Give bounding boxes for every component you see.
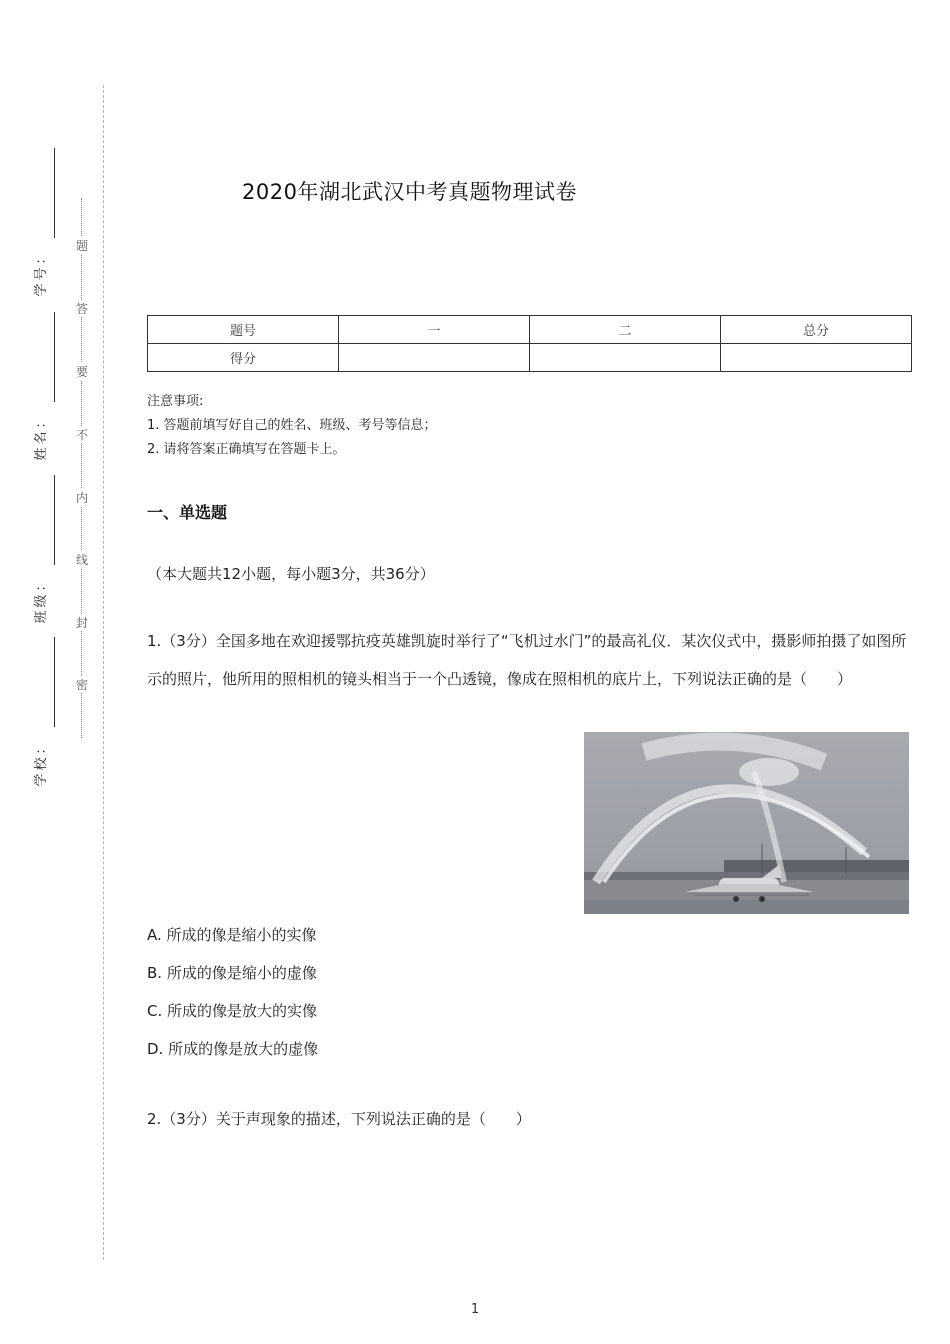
question-2-text: 2.（3分）关于声现象的描述，下列说法正确的是（ ） <box>147 1110 531 1128</box>
section-title: 一、单选题 <box>147 503 228 522</box>
notes-heading: 注意事项: <box>147 394 204 409</box>
binding-mark: 封 <box>75 616 88 630</box>
score-table-empty-cell[interactable] <box>339 344 530 372</box>
section-note: （本大题共12小题，每小题3分，共36分） <box>147 565 435 583</box>
option-a: A. 所成的像是缩小的实像 <box>147 926 317 944</box>
class-line <box>54 475 55 565</box>
name-line <box>54 312 55 402</box>
page-title: 2020年湖北武汉中考真题物理试卷 <box>242 180 577 204</box>
page-number: 1 <box>470 1302 480 1317</box>
score-table-cell: 题号 <box>148 316 339 344</box>
option-d: D. 所成的像是放大的虚像 <box>147 1040 319 1058</box>
student-id-line <box>54 148 55 238</box>
binding-mark: 内 <box>75 491 88 505</box>
score-table-cell: 一 <box>339 316 530 344</box>
school-line <box>54 637 55 727</box>
score-table-cell: 得分 <box>148 344 339 372</box>
class-label: ： 级 班 <box>34 578 49 624</box>
score-table-empty-cell[interactable] <box>530 344 721 372</box>
score-table <box>147 315 912 372</box>
notes <box>147 390 437 462</box>
binding-mark: 答 <box>75 302 88 316</box>
binding-mark: 线 <box>75 553 88 567</box>
score-table-score-row <box>148 344 912 372</box>
notes-item: 1. 答题前填写好自己的姓名、班级、考号等信息； <box>147 418 437 433</box>
binding-mark: 密 <box>75 678 88 692</box>
question-1-options <box>147 916 318 1068</box>
school-label: ： 校 学 <box>34 741 49 787</box>
binding-mark: 题 <box>75 239 88 253</box>
score-table-header-row <box>148 316 912 344</box>
question-1-text: 1.（3分）全国多地在欢迎援鄂抗疫英雄凯旋时举行了“飞机过水门”的最高礼仪．某次仪式中，摄影师拍摄了如图所示的照片，他所用的照相机的镜头相当于一个凸透镜，像成在照相机的底片上，下列说法正确的是（ ） <box>147 632 907 688</box>
option-b: B. 所成的像是缩小的虚像 <box>147 964 317 982</box>
binding-dotted-line <box>81 198 82 738</box>
notes-item: 2. 请将答案正确填写在答题卡上。 <box>147 442 346 457</box>
option-c: C. 所成的像是放大的实像 <box>147 1002 318 1020</box>
binding-dashed-line <box>103 85 104 1260</box>
score-table-empty-cell[interactable] <box>721 344 912 372</box>
binding-mark: 要 <box>75 365 88 379</box>
binding-mark: 不 <box>75 428 88 442</box>
name-label: ： 名 姓 <box>34 415 49 461</box>
student-id-label: ： 号 学 <box>34 251 49 297</box>
water-salute-photo <box>584 732 909 914</box>
score-table-cell: 总分 <box>721 316 912 344</box>
score-table-cell: 二 <box>530 316 721 344</box>
